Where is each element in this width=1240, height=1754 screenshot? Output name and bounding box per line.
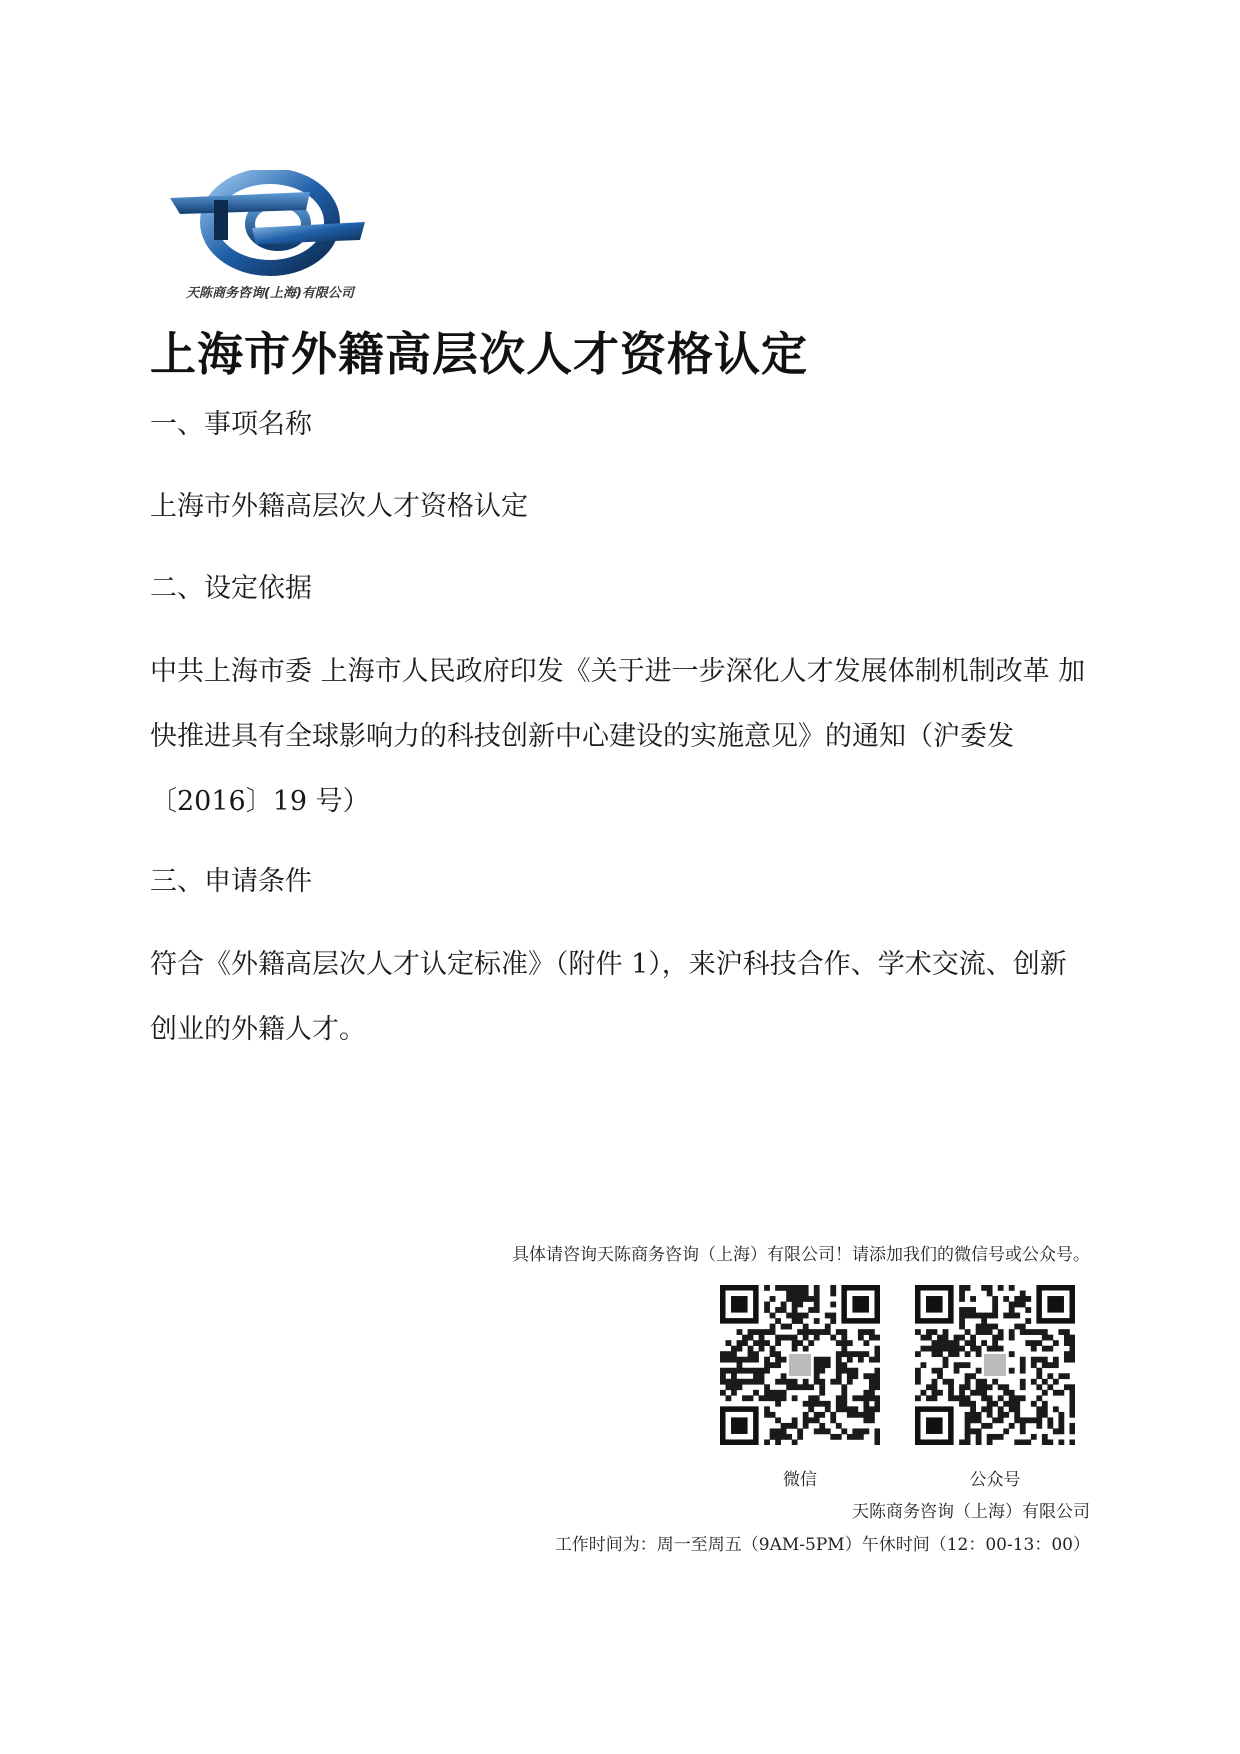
wechat-qr-code: [720, 1285, 880, 1445]
qr-code-icon: [915, 1285, 1075, 1445]
section-body-conditions: 符合《外籍高层次人才认定标准》（附件 1），来沪科技合作、学术交流、创新创业的外籍人才。: [150, 949, 1067, 1045]
qr-code-icon: [720, 1285, 880, 1445]
logo-emblem-icon: [160, 170, 380, 280]
working-hours: 工作时间为：周一至周五（9AM-5PM）午休时间（12：00-13：00）: [554, 1535, 1090, 1555]
qr-label-wechat: 微信: [783, 1470, 817, 1490]
logo-caption: 天陈商务咨询(上海)有限公司: [186, 286, 354, 301]
company-logo: [160, 170, 380, 300]
section-body-legal-basis: 中共上海市委 上海市人民政府印发《关于进一步深化人才发展体制机制改革 加快推进具有全球影响力的科技创新中心建设的实施意见》的通知（沪委发〔2016〕19 号）: [150, 656, 1086, 817]
section-body-item-name: 上海市外籍高层次人才资格认定: [150, 491, 528, 522]
section-heading-item-name: 一、事项名称: [150, 409, 312, 440]
company-name: 天陈商务咨询（上海）有限公司: [852, 1502, 1090, 1522]
official-account-qr-code: [915, 1285, 1075, 1445]
document-body: [150, 405, 1090, 1090]
qr-label-official-account: 公众号: [969, 1470, 1021, 1490]
contact-note: 具体请咨询天陈商务咨询（上海）有限公司！请添加我们的微信号或公众号。: [512, 1245, 1090, 1265]
section-heading-legal-basis: 二、设定依据: [150, 573, 312, 604]
section-heading-conditions: 三、申请条件: [150, 866, 312, 897]
document-title: 上海市外籍高层次人才资格认定: [150, 327, 808, 381]
